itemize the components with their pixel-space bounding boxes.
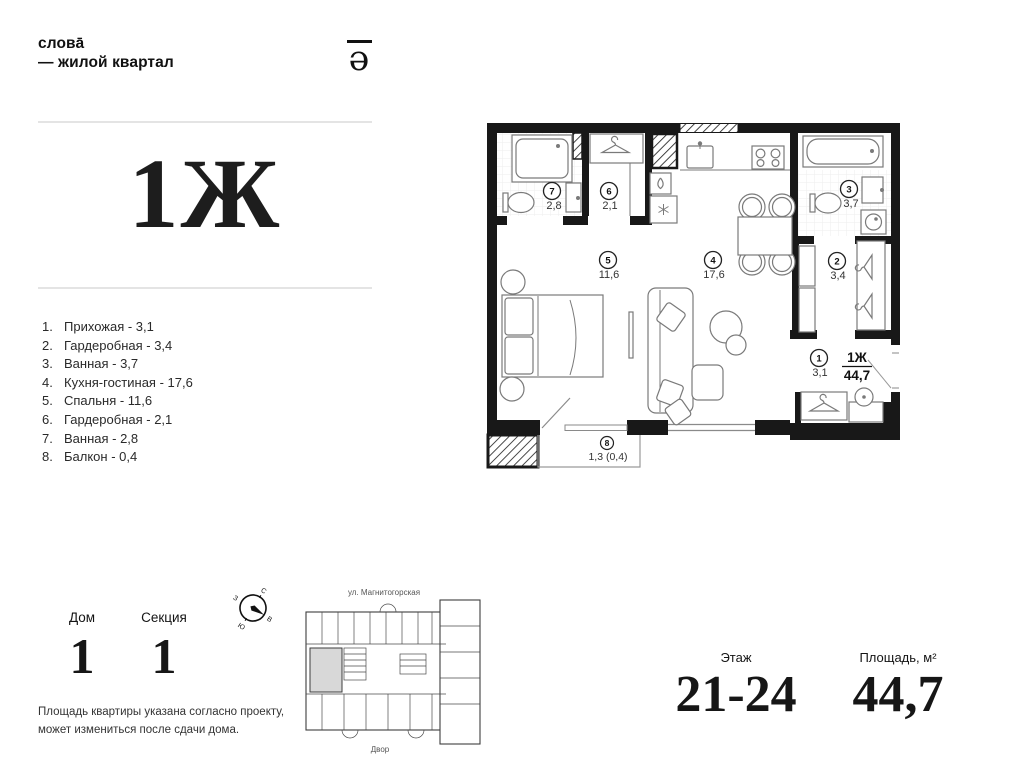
toilet-3 — [810, 193, 841, 213]
room-list-item: 7. Ванная - 2,8 — [42, 430, 139, 446]
street-label: ул. Магнитогорская — [347, 588, 421, 597]
balcony-door-swing — [542, 398, 570, 428]
footnote: Площадь квартиры указана согласно проекту, может измениться после сдачи дома. — [38, 706, 285, 736]
highlighted-unit — [310, 648, 342, 692]
boiler-box — [650, 173, 671, 194]
bath3-sink — [862, 177, 883, 203]
svg-text:З: З — [231, 594, 239, 603]
svg-text:44,7: 44,7 — [843, 368, 871, 383]
room-label-2 — [829, 253, 846, 283]
svg-text:С: С — [259, 587, 268, 596]
svg-text:3,7: 3,7 — [843, 198, 859, 210]
room-list — [42, 320, 193, 469]
shower-tray — [512, 135, 572, 182]
apartment-type-title: 1Ж — [128, 138, 282, 249]
room-list-item: 6. Гардеробная - 2,1 — [42, 411, 173, 427]
hall-shelf — [849, 388, 883, 422]
svg-text:3,1: 3,1 — [812, 367, 828, 379]
sofa — [648, 288, 723, 426]
house-label: Дом — [68, 610, 96, 625]
floor-stat — [648, 650, 824, 722]
area-value: 44,7 — [852, 666, 944, 723]
toilet-7 — [503, 193, 534, 213]
house-stat — [56, 610, 108, 684]
svg-text:8: 8 — [604, 438, 610, 448]
floor-label: Этаж — [720, 650, 752, 665]
sofa-chaise — [692, 365, 723, 400]
brand-line1: слова̄ — [38, 35, 85, 52]
area-label: Площадь, м² — [859, 650, 937, 665]
bath7-door — [566, 183, 581, 212]
svg-text:1: 1 — [816, 353, 822, 365]
svg-text:6: 6 — [606, 186, 612, 198]
stove — [752, 146, 784, 169]
shaft-hatch — [573, 133, 582, 159]
room-list-item: 1. Прихожая - 3,1 — [42, 319, 154, 334]
room-list-item: 5. Спальня - 11,6 — [42, 393, 153, 409]
coffee-table — [726, 335, 746, 355]
room-label-4 — [703, 252, 724, 282]
svg-text:2,1: 2,1 — [602, 200, 618, 212]
apartment-plan-label — [842, 350, 872, 383]
room-label-8 — [588, 437, 627, 464]
kitchen-sink — [687, 146, 713, 168]
svg-text:1Ж: 1Ж — [847, 350, 867, 365]
divider-top — [38, 121, 372, 123]
compass-icon — [227, 582, 279, 634]
svg-text:2: 2 — [834, 256, 840, 268]
building-minimap — [288, 582, 488, 762]
pillow — [505, 337, 533, 374]
section-value: 1 — [151, 628, 177, 684]
bedside-table — [501, 270, 525, 294]
svg-text:7: 7 — [549, 186, 555, 198]
bathtub — [803, 136, 883, 167]
bed — [502, 295, 603, 377]
svg-text:Ю: Ю — [236, 622, 246, 632]
section-label: Секция — [141, 610, 187, 625]
yard-label: Двор — [370, 745, 390, 754]
floor-value: 21-24 — [675, 666, 797, 723]
room-label-1 — [811, 350, 828, 380]
room-label-5 — [599, 252, 620, 282]
section-stat — [126, 610, 202, 684]
dining-set — [738, 194, 795, 275]
brand-line2: — жилой квартал — [38, 54, 174, 71]
room-list-item: 2. Гардеробная - 3,4 — [42, 337, 173, 353]
svg-text:4: 4 — [710, 255, 716, 267]
brand-logo — [38, 34, 174, 72]
room-list-item: 4. Кухня-гостиная - 17,6 — [42, 374, 193, 390]
fridge-box — [650, 196, 677, 223]
entry-door-gap — [892, 350, 900, 390]
svg-text:1,3 (0,4): 1,3 (0,4) — [588, 451, 628, 463]
balcony-railing — [565, 425, 627, 431]
svg-text:2,8: 2,8 — [546, 200, 562, 212]
room-list-item: 8. Балкон - 0,4 — [42, 449, 138, 465]
room-list-item: 3. Ванная - 3,7 — [42, 356, 139, 372]
svg-text:17,6: 17,6 — [703, 269, 725, 281]
svg-text:В: В — [265, 615, 274, 625]
wall-hatch-strip — [680, 124, 738, 133]
svg-text:11,6: 11,6 — [598, 269, 620, 281]
svg-text:3: 3 — [846, 184, 852, 196]
svg-text:5: 5 — [605, 255, 611, 267]
divider-bottom — [38, 287, 372, 289]
house-value: 1 — [69, 628, 95, 684]
shaft-hatch — [652, 134, 677, 168]
washing-machine — [861, 210, 886, 234]
dining-table — [738, 217, 792, 255]
corridor-shelves — [799, 246, 815, 332]
hall-cabinet — [801, 392, 847, 420]
tv-panel — [629, 312, 633, 358]
floorplan — [470, 110, 920, 490]
entry-door-swing — [868, 360, 891, 388]
bedside-table — [500, 377, 524, 401]
area-stat — [810, 650, 986, 722]
pillow — [505, 298, 533, 335]
room-label-6 — [601, 183, 618, 213]
wardrobe2-closet — [855, 241, 885, 330]
logo-schwa-mark: ə — [348, 39, 370, 79]
svg-text:3,4: 3,4 — [830, 270, 846, 282]
